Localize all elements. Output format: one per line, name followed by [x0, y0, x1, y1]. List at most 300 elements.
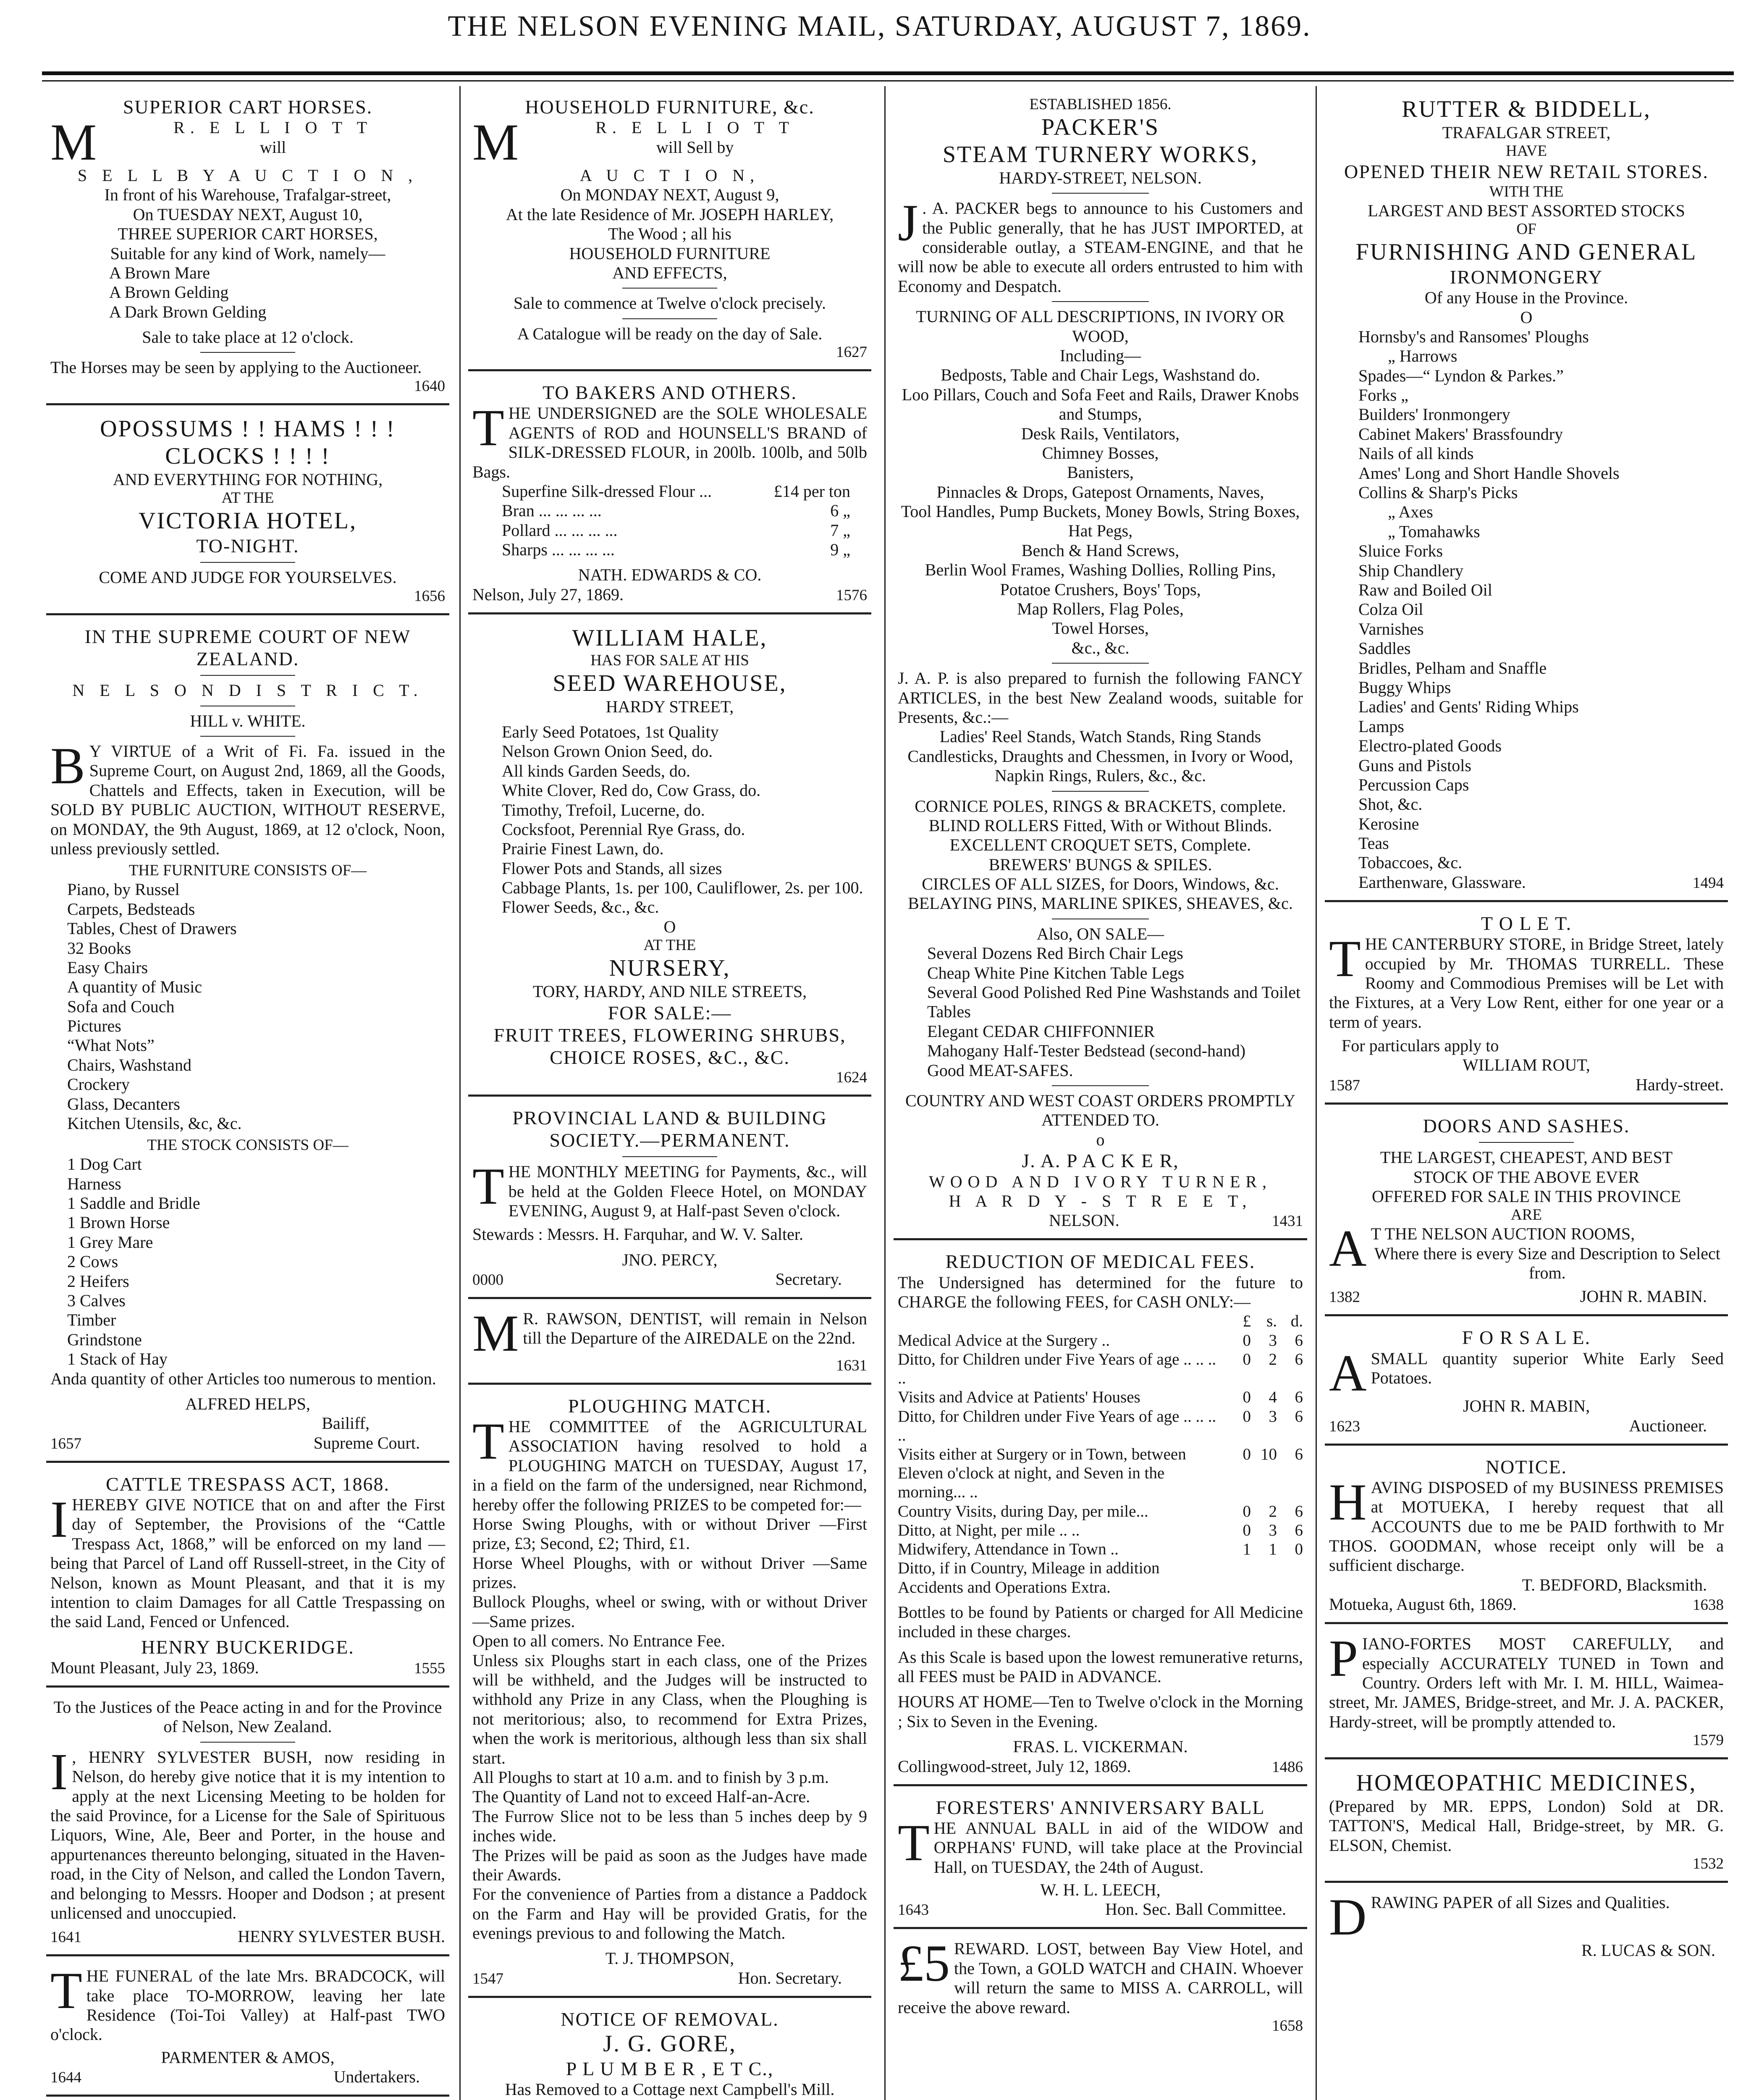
price-value: 9 „	[830, 540, 850, 559]
text: THE LARGEST, CHEAPEST, AND BEST	[1380, 1148, 1673, 1167]
separator: O	[663, 917, 676, 936]
ad-number: 1532	[1693, 1855, 1724, 1873]
text: AND EVERYTHING FOR NOTHING,	[113, 470, 383, 489]
fee-shillings: 2	[1269, 1350, 1277, 1368]
fee-label: Ditto, if in Country, Mileage in addition	[898, 1559, 1160, 1578]
text: Bottles to be found by Patients or charged for All Medicine included in these charges.	[898, 1602, 1303, 1641]
list-item: Collins & Sharp's Picks	[1358, 483, 1518, 502]
list-item: Banisters,	[1067, 463, 1134, 482]
headline: NURSERY,	[609, 955, 731, 982]
ad-notice-bedford	[1325, 1452, 1728, 1625]
column-3	[894, 92, 1307, 2100]
ad-provincial-society	[468, 1103, 871, 1299]
signature: ALFRED HELPS,	[185, 1394, 310, 1413]
signature: WILLIAM ROUT,	[1463, 1055, 1590, 1075]
fees-table	[898, 1312, 1303, 1597]
ad-funeral	[46, 1963, 449, 2097]
text: COME AND JUDGE FOR YOURSELVES.	[99, 568, 397, 587]
fee-pence: 6	[1295, 1331, 1303, 1349]
ad-number: 1579	[1693, 1732, 1724, 1749]
text: Hardy-street.	[1636, 1075, 1724, 1094]
text: will Sell by	[656, 137, 734, 157]
text: Including—	[1059, 346, 1141, 365]
list-item: Timothy, Trefoil, Lucerne, do.	[502, 800, 705, 819]
ad-title: T O L E T.	[1481, 912, 1572, 934]
text: All Ploughs to start at 10 a.m. and to finish by 3 p.m.	[472, 1767, 829, 1787]
text: AT THE	[221, 489, 274, 507]
drop-cap: H	[1329, 1473, 1367, 1531]
list-item: Cabbage Plants, 1s. per 100, Cauliflower, 2s. per 100.	[502, 878, 863, 898]
column-4	[1325, 92, 1728, 2100]
drop-cap: T	[1329, 930, 1361, 988]
fee-label: Ditto, for Children under Five Years of age .. .. .. ..	[898, 1407, 1216, 1444]
column-2	[468, 92, 871, 2100]
list-item: Cheap White Pine Kitchen Table Legs	[927, 963, 1185, 982]
list-item: Raw and Boiled Oil	[1358, 580, 1492, 599]
fee-label: Visits either at Surgery or in Town, between Eleven o'clock at night, and Seven in the morning... ..	[898, 1445, 1186, 1502]
text: T THE NELSON AUCTION ROOMS,	[1371, 1224, 1635, 1244]
fee-pounds	[1225, 1578, 1251, 1597]
text: Also, ON SALE—	[1036, 924, 1164, 943]
list-item: Ames' Long and Short Handle Shovels	[1358, 463, 1620, 483]
text: J. A. P. is also prepared to furnish the following FANCY ARTICLES, in the best New Zealand woods, suitable for Presents, &c.:—	[898, 669, 1303, 727]
ad-number: 1382	[1329, 1289, 1360, 1306]
ad-number: 1631	[836, 1357, 867, 1374]
list-item: Easy Chairs	[67, 958, 148, 977]
ad-title: DOORS AND SASHES.	[1423, 1115, 1630, 1137]
body-text: REWARD. LOST, between Bay View Hotel, and the Town, a GOLD WATCH and CHAIN. Whoever will return the same to MISS A. CARROLL, will receive the above reward.	[898, 1939, 1303, 2017]
body-text: AVING DISPOSED of my BUSINESS PREMISES at MOTUEKA, I hereby request that all ACCOUNTS due to me be PAID forthwith to Mr THOS. GOODMAN, whose receipt only will be a sufficient discharge.	[1329, 1478, 1724, 1575]
text: STOCK OF THE ABOVE EVER	[1413, 1167, 1640, 1186]
text: In front of his Warehouse, Trafalgar-street,	[104, 185, 391, 205]
headline: PACKER'S	[1041, 114, 1160, 140]
text: The Prizes will be paid as soon as the Judges have made their Awards.	[472, 1845, 867, 1884]
body-text: , HENRY SYLVESTER BUSH, now residing in Nelson, do hereby give notice that it is my intention to apply at the next Licensing Meeting to be holden for the said Province, for a License for the Sale of Spirituous Liquors, Wine, Ale, Beer and Porter, in the house and appurtenances thereunto belonging, situated in the Haven-road, in the City of Nelson, and called the London Tavern, and belonging to Messrs. Hooper and Dodson ; at present unlicensed and unoccupied.	[50, 1747, 445, 1922]
list-item: Nails of all kinds	[1358, 444, 1474, 463]
price-row	[472, 521, 867, 540]
list-item: Guns and Pistols	[1358, 756, 1471, 775]
fee-shillings: 3	[1269, 1331, 1277, 1349]
price-label: Superfine Silk-dressed Flour ...	[502, 481, 712, 501]
ad-number: 1657	[50, 1435, 81, 1452]
list-item: A Brown Mare	[109, 263, 210, 282]
ad-cattle-trespass	[46, 1470, 449, 1688]
list-item: Chimney Bosses,	[1042, 443, 1159, 462]
body-text: HE COMMITTEE of the AGRICULTURAL ASSOCIATION having resolved to hold a PLOUGHING MATCH on TUESDAY, August 17, in a field on the farm of the undersigned, near Richmond, hereby offer the following PRIZES to be competed for:—	[472, 1417, 867, 1514]
text: For particulars apply to	[1342, 1036, 1499, 1055]
text: OPENED THEIR NEW RETAIL STORES.	[1344, 161, 1709, 183]
text: The Horses may be seen by applying to the Auctioneer.	[50, 358, 422, 377]
table-row	[898, 1540, 1303, 1559]
ad-packer-turnery	[894, 92, 1307, 1240]
ad-number: 1555	[414, 1660, 445, 1677]
list-item: Crockery	[67, 1075, 130, 1094]
date: Collingwood-street, July 12, 1869.	[898, 1756, 1131, 1776]
drop-cap: J	[898, 194, 918, 252]
list-item: Loo Pillars, Couch and Sofa Feet and Rails, Drawer Knobs and Stumps,	[902, 385, 1299, 424]
list-item: „ Tomahawks	[1388, 522, 1480, 541]
ad-number: 1576	[836, 586, 867, 604]
list-item: Towel Horses,	[1052, 619, 1149, 638]
text: For the convenience of Parties from a distance a Paddock on the Farm and Hay will be provided Gratis, for the evenings previous to and following the Match.	[472, 1885, 867, 1943]
fee-shillings	[1251, 1559, 1277, 1578]
text: Open to all comers. No Entrance Fee.	[472, 1631, 726, 1651]
list-item: Berlin Wool Frames, Washing Dollies, Rolling Pins, Potatoe Crushers, Boys' Tops,	[925, 560, 1276, 599]
list-item: A Dark Brown Gelding	[109, 302, 267, 321]
auctioneer-name: R. E L L I O T T	[595, 118, 795, 137]
table-row	[898, 1578, 1303, 1597]
fee-pence: 0	[1295, 1540, 1303, 1559]
list-item: Prairie Finest Lawn, do.	[502, 839, 664, 858]
ad-lost-watch	[894, 1936, 1307, 2042]
text: Ladies' Reel Stands, Watch Stands, Ring Stands Candlesticks, Draughts and Chessmen, in Ivory or Wood, Napkin Rings, Rulers, &c., &c.	[907, 727, 1293, 785]
ad-title: HOUSEHOLD FURNITURE, &c.	[525, 96, 815, 118]
column-header: d.	[1290, 1312, 1303, 1331]
signature: JOHN R. MABIN,	[1463, 1396, 1590, 1416]
list-item: 32 Books	[67, 938, 131, 958]
fee-pence: 6	[1295, 1388, 1303, 1407]
body-text: Y VIRTUE of a Writ of Fi. Fa. issued in the Supreme Court, on August 2nd, 1869, all the Goods, Chattels and Effects, taken in Execution, will be SOLD BY PUBLIC AUCTION, WITHOUT RESERVE, on MONDAY, the 9th August, 1869, at 12 o'clock, Noon, unless previously settled.	[50, 742, 445, 858]
list-item: Ship Chandlery	[1358, 561, 1463, 580]
headline: OPOSSUMS ! ! HAMS ! ! !	[100, 415, 396, 442]
body-text: SMALL quantity superior White Early Seed Potatoes.	[1371, 1349, 1724, 1388]
list-item: A Brown Gelding	[109, 283, 229, 302]
list-item: Desk Rails, Ventilators,	[1021, 424, 1180, 443]
fee-pounds: 0	[1243, 1521, 1251, 1539]
list-item: Good MEAT-SAFES.	[927, 1060, 1073, 1080]
price-value: 7 „	[830, 520, 850, 540]
list-item: Spades—“ Lyndon & Parkes.”	[1358, 366, 1564, 385]
masthead: THE NELSON EVENING MAIL, SATURDAY, AUGUST 7, 1869.	[448, 10, 1311, 42]
fee-label: Midwifery, Attendance in Town ..	[898, 1540, 1119, 1559]
ad-homeopathic	[1325, 1766, 1728, 1883]
text: HILL v. WHITE.	[190, 711, 306, 730]
list-item: Buggy Whips	[1358, 677, 1451, 697]
text: N E L S O N D I S T R I C T.	[72, 681, 423, 700]
ad-title: PLOUGHING MATCH.	[568, 1395, 772, 1417]
column-header: s.	[1266, 1312, 1277, 1331]
drop-cap: M	[472, 113, 519, 171]
drop-cap: £5	[898, 1935, 950, 1992]
signature: HENRY SYLVESTER BUSH.	[238, 1927, 445, 1946]
ad-title: F O R S A L E.	[1462, 1327, 1591, 1349]
masthead-rule-thin	[42, 80, 1734, 81]
ad-william-hale	[468, 621, 871, 1097]
text: LARGEST AND BEST ASSORTED STOCKS	[1368, 201, 1685, 220]
list-item: Kitchen Utensils, &c, &c.	[67, 1114, 242, 1133]
text: Horse Wheel Ploughs, with or without Driver —Same prizes.	[472, 1553, 867, 1592]
text: TORY, HARDY, AND NILE STREETS,	[532, 982, 807, 1001]
ad-number: 1624	[836, 1068, 867, 1086]
fee-pence: 6	[1295, 1502, 1303, 1520]
table-row	[898, 1559, 1303, 1578]
price-row	[472, 540, 867, 559]
drop-cap: T	[472, 399, 504, 457]
ad-to-let	[1325, 909, 1728, 1105]
ad-number: 1623	[1329, 1418, 1360, 1435]
text: Bullock Ploughs, wheel or swing, with or without Driver—Same prizes.	[472, 1592, 867, 1631]
list-item: Harness	[67, 1174, 121, 1193]
ad-foresters-ball	[894, 1793, 1307, 1929]
price-label: Pollard ... ... ... ...	[502, 520, 618, 540]
drop-cap: B	[50, 737, 85, 795]
ad-title: TO BAKERS AND OTHERS.	[543, 381, 797, 403]
ad-number: 1627	[836, 344, 867, 361]
fee-pounds: 0	[1243, 1350, 1251, 1368]
text: OF	[1516, 220, 1536, 238]
list-item: Carpets, Bedsteads	[67, 899, 195, 919]
ad-number: 1431	[1272, 1213, 1303, 1230]
signature: T. J. THOMPSON,	[605, 1949, 734, 1968]
list-item: Pictures	[67, 1016, 121, 1036]
signature: JOHN R. MABIN.	[1580, 1287, 1707, 1306]
body-text: HE CANTERBURY STORE, in Bridge Street, lately occupied by Mr. THOMAS TURRELL. These Roomy and Commodious Premises will be Let with the Fixtures, at a Very Low Rent, either for one year or a term of years.	[1329, 934, 1724, 1032]
text: Undertakers.	[333, 2067, 420, 2087]
text: The Furrow Slice not to be less than 5 inches deep by 9 inches wide.	[472, 1806, 867, 1845]
list-item: 1 Brown Horse	[67, 1213, 170, 1232]
text: TO-NIGHT.	[196, 535, 299, 556]
list-item: Grindstone	[67, 1330, 142, 1349]
text: Hon. Secretary.	[738, 1968, 842, 1987]
text: P L U M B E R , E T C.,	[566, 2058, 774, 2080]
headline: WILLIAM HALE,	[572, 625, 768, 651]
text: Horse Swing Ploughs, with or without Driver —First prize, £3; Second, £2; Third, £1.	[472, 1514, 867, 1553]
signature: FRAS. L. VICKERMAN.	[1013, 1737, 1188, 1756]
fee-shillings: 2	[1269, 1502, 1277, 1520]
text: HAVE	[1506, 142, 1547, 160]
list-item: Sofa and Couch	[67, 997, 175, 1016]
ad-title: NOTICE.	[1485, 1456, 1568, 1478]
text: WOOD AND IVORY TURNER,	[928, 1172, 1272, 1191]
list-item: Electro-plated Goods	[1358, 736, 1502, 756]
ad-doors-sashes	[1325, 1111, 1728, 1317]
furniture-list	[50, 880, 445, 1133]
list-item: Teas	[1358, 834, 1389, 853]
list-item: Hornsby's and Ransomes' Ploughs	[1358, 327, 1589, 346]
text: HOUSEHOLD FURNITURE	[569, 244, 771, 263]
body-text: HE UNDERSIGNED are the SOLE WHOLESALE AGENTS of ROD and HOUNSELL'S BRAND of SILK-DRESSED FLOUR, in 200lb. 100lb, and 50lb Bags.	[472, 404, 867, 481]
stock-list	[50, 1155, 445, 1369]
signature: R. LUCAS & SON.	[1581, 1940, 1715, 1960]
ad-number: 1638	[1693, 1596, 1724, 1614]
list-item: Earthenware, Glassware.	[1358, 872, 1526, 892]
list-item: Bedposts, Table and Chair Legs, Washstand do.	[941, 365, 1260, 385]
ad-piano-tuning	[1325, 1631, 1728, 1759]
body-text: IANO-FORTES MOST CAREFULLY, and especially ACCURATELY TUNED in Town and Country. Orders left with Mr. I. M. HILL, Waimea-street, Mr. JAMES, Bridge-street, and Mr. J. A. PACKER, Hardy-street, will be promptly attended to.	[1329, 1634, 1724, 1731]
list-item: Forks „	[1358, 386, 1408, 405]
list-item: Sluice Forks	[1358, 541, 1443, 561]
text: CHOICE ROSES, &C., &C.	[550, 1047, 790, 1068]
list-item: Cocksfoot, Perennial Rye Grass, do.	[502, 819, 745, 839]
fee-label: Ditto, at Night, per mile .. ..	[898, 1521, 1080, 1539]
fee-shillings: 4	[1269, 1388, 1277, 1407]
ad-number: 0000	[472, 1271, 503, 1289]
headline: FURNISHING AND GENERAL	[1355, 239, 1697, 265]
fee-shillings	[1251, 1578, 1277, 1597]
fee-label: Country Visits, during Day, per mile...	[898, 1502, 1148, 1520]
ad-medical-fees	[894, 1247, 1307, 1786]
body-text: . A. PACKER begs to announce to his Customers and the Public generally, that he has JUST IMPORTED, at considerable outlay, a STEAM-ENGINE, and that he will now be able to execute all orders entrusted to him with Economy and Despatch.	[898, 199, 1303, 296]
list-item: 1 Grey Mare	[67, 1232, 153, 1252]
date: Motueka, August 6th, 1869.	[1329, 1595, 1517, 1614]
ad-number: 1640	[414, 377, 445, 395]
fee-shillings: 10	[1261, 1445, 1277, 1463]
ad-ploughing-match	[468, 1391, 871, 1998]
headline: J. G. GORE,	[603, 2031, 737, 2057]
list-item: 3 Calves	[67, 1291, 126, 1310]
text: On MONDAY NEXT, August 9,	[560, 185, 779, 205]
list-item: Timber	[67, 1310, 116, 1330]
ad-title: SUPERIOR CART HORSES.	[123, 96, 373, 118]
headline: RUTTER & BIDDELL,	[1402, 96, 1651, 122]
list-item: Tobaccoes, &c.	[1358, 853, 1463, 872]
text: Stewards : Messrs. H. Farquhar, and W. V. Salter.	[472, 1225, 803, 1244]
list-item: Bench & Hand Screws,	[1021, 541, 1180, 560]
drop-cap: P	[1329, 1630, 1358, 1688]
body-text: R. RAWSON, DENTIST, will remain in Nelson till the Departure of the AIREDALE on the 22nd.	[523, 1309, 867, 1348]
text: BREWERS' BUNGS & SPILES.	[988, 855, 1212, 874]
table-header	[898, 1312, 1303, 1331]
table-row	[898, 1445, 1303, 1502]
ad-number: 1587	[1329, 1076, 1360, 1094]
ad-title: FORESTERS' ANNIVERSARY BALL	[936, 1796, 1265, 1818]
ad-title: CATTLE TRESPASS ACT, 1868.	[105, 1473, 390, 1495]
text: FRUIT TREES, FLOWERING SHRUBS,	[493, 1024, 846, 1046]
price-label: Sharps ... ... ... ...	[502, 540, 615, 559]
ad-licence-notice	[46, 1694, 449, 1956]
list-item: 2 Heifers	[67, 1271, 129, 1291]
text: FOR SALE:—	[608, 1002, 732, 1024]
list-item: &c., &c.	[1071, 638, 1130, 657]
drop-cap: A	[1329, 1344, 1367, 1402]
text: HARDY-STREET, NELSON.	[999, 168, 1202, 187]
separator: O	[1520, 307, 1533, 327]
text: CIRCLES OF ALL SIZES, for Doors, Windows, &c.	[922, 874, 1279, 894]
fee-pounds: 0	[1243, 1445, 1251, 1463]
fee-label: Visits and Advice at Patients' Houses	[898, 1388, 1140, 1407]
list-item: Varnishes	[1358, 619, 1424, 638]
text: NELSON.	[1049, 1211, 1119, 1230]
text: Bailiff,	[322, 1414, 370, 1433]
text: HARDY STREET,	[606, 697, 734, 716]
body-text: (Prepared by MR. EPPS, London) Sold at DR. TATTON'S, Medical Hall, Bridge-street, by MR. G. ELSON, Chemist.	[1329, 1796, 1724, 1855]
text: Suitable for any kind of Work, namely—	[110, 244, 385, 263]
text: CORNICE POLES, RINGS & BRACKETS, complete.	[915, 796, 1286, 816]
drop-cap: T	[50, 1962, 82, 2020]
fee-shillings: 1	[1269, 1540, 1277, 1559]
text: H A R D Y - S T R E E T,	[949, 1191, 1252, 1210]
ad-drawing-paper	[1325, 1890, 1728, 1968]
date: Nelson, July 27, 1869.	[472, 585, 624, 604]
text: The Undersigned has determined for the future to CHARGE the following FEES, for CASH ONLY:—	[898, 1273, 1303, 1311]
text: Sale to take place at 12 o'clock.	[142, 328, 354, 347]
price-row	[472, 482, 867, 501]
drop-cap: M	[472, 1305, 519, 1362]
table-row	[898, 1388, 1303, 1407]
drop-cap: T	[472, 1158, 504, 1215]
fee-shillings: 3	[1269, 1521, 1277, 1539]
text: THE FURNITURE CONSISTS OF—	[128, 862, 367, 879]
ad-title: NOTICE OF REMOVAL.	[561, 2008, 779, 2030]
fee-pence: 6	[1295, 1445, 1303, 1463]
list-item: 1 Dog Cart	[67, 1155, 142, 1174]
drop-cap: A	[1329, 1220, 1367, 1278]
price-row	[472, 501, 867, 520]
drop-cap: T	[472, 1412, 504, 1470]
ad-title: To the Justices of the Peace acting in and for the Province of Nelson, New Zealand.	[53, 1698, 442, 1736]
ad-for-sale	[1325, 1323, 1728, 1445]
body-text: HE ANNUAL BALL in aid of the WIDOW and ORPHANS' FUND, will take place at the Provincial Hall, on TUESDAY, the 24th of August.	[933, 1818, 1303, 1877]
ad-household-furniture	[468, 92, 871, 371]
list-item: Percussion Caps	[1358, 775, 1469, 794]
headline: HOMŒOPATHIC MEDICINES,	[1356, 1769, 1697, 1796]
signature: T. BEDFORD, Blacksmith.	[1522, 1575, 1707, 1594]
list-item: Early Seed Potatoes, 1st Quality	[502, 722, 719, 741]
text: THREE SUPERIOR CART HORSES,	[118, 224, 378, 244]
table-row	[898, 1502, 1303, 1521]
text: IRONMONGERY	[1450, 266, 1603, 288]
ad-title: IN THE SUPREME COURT OF NEW ZEALAND.	[84, 625, 411, 669]
auctioneer-name: R. E L L I O T T	[173, 118, 373, 137]
column-rule	[884, 86, 886, 2100]
text: Supreme Court.	[313, 1433, 420, 1452]
ad-number: 1644	[50, 2069, 81, 2087]
fee-pounds	[1225, 1559, 1251, 1578]
fee-pence: 6	[1295, 1407, 1303, 1425]
text: HAS FOR SALE AT HIS	[590, 651, 749, 669]
list-item: Bridles, Pelham and Snaffle	[1358, 658, 1547, 677]
list-item: Shot, &c.	[1358, 795, 1423, 814]
column-rule	[1316, 86, 1317, 2100]
table-row	[898, 1350, 1303, 1388]
text: will	[260, 137, 286, 157]
text: AT THE	[643, 937, 696, 954]
list-item: 1 Saddle and Bridle	[67, 1194, 200, 1213]
text: COUNTRY AND WEST COAST ORDERS PROMPTLY ATTENDED TO.	[905, 1091, 1296, 1130]
ad-dentist	[468, 1306, 871, 1385]
list-item: Piano, by Russel	[67, 880, 180, 899]
text: Unless six Ploughs start in each class, one of the Prizes will be withheld, and the Judges will be instructed to withhold any Prize in any Class, when the Ploughing is not meritorious; also, to recommend for Extra Prizes, when the work is meritorious, although less than six shall start.	[472, 1651, 867, 1767]
text: ARE	[1511, 1206, 1542, 1224]
ad-number: 1643	[898, 1901, 929, 1919]
body-text: HE MONTHLY MEETING for Payments, &c., will be held at the Golden Fleece Hotel, on MONDAY EVENING, August 9, at Half-past Seven o'clock.	[508, 1162, 867, 1220]
list-item: Tool Handles, Pump Buckets, Money Bowls, String Boxes, Hat Pegs,	[901, 502, 1300, 541]
fee-pounds: 0	[1243, 1407, 1251, 1425]
fee-pence	[1277, 1578, 1303, 1597]
drop-cap: I	[50, 1743, 68, 1801]
signature: JNO. PERCY,	[622, 1250, 718, 1269]
list-item: Glass, Decanters	[67, 1094, 180, 1113]
ad-title: REDUCTION OF MEDICAL FEES.	[945, 1251, 1256, 1273]
headline: CLOCKS ! ! ! !	[165, 443, 330, 469]
ad-bakers	[468, 378, 871, 614]
fee-label: Accidents and Operations Extra.	[898, 1578, 1111, 1596]
text: Secretary.	[775, 1270, 842, 1289]
ad-removal	[468, 2005, 871, 2100]
text: Hon. Sec. Ball Committee.	[1105, 1900, 1286, 1919]
text: A Catalogue will be ready on the day of Sale.	[517, 324, 823, 343]
body-text: RAWING PAPER of all Sizes and Qualities.	[1371, 1893, 1670, 1912]
drop-cap: I	[50, 1491, 68, 1549]
ad-number: 1494	[1693, 874, 1724, 892]
column-rule	[459, 86, 461, 2100]
list-item: A quantity of Music	[67, 977, 202, 997]
table-row	[898, 1331, 1303, 1350]
text: HOURS AT HOME—Ten to Twelve o'clock in the Morning ; Six to Seven in the Evening.	[898, 1692, 1303, 1731]
text: TRAFALGAR STREET,	[1442, 123, 1611, 142]
ad-title: PROVINCIAL LAND & BUILDING SOCIETY.—PERMANENT.	[512, 1107, 827, 1151]
text: At the late Residence of Mr. JOSEPH HARLEY,	[506, 205, 834, 224]
